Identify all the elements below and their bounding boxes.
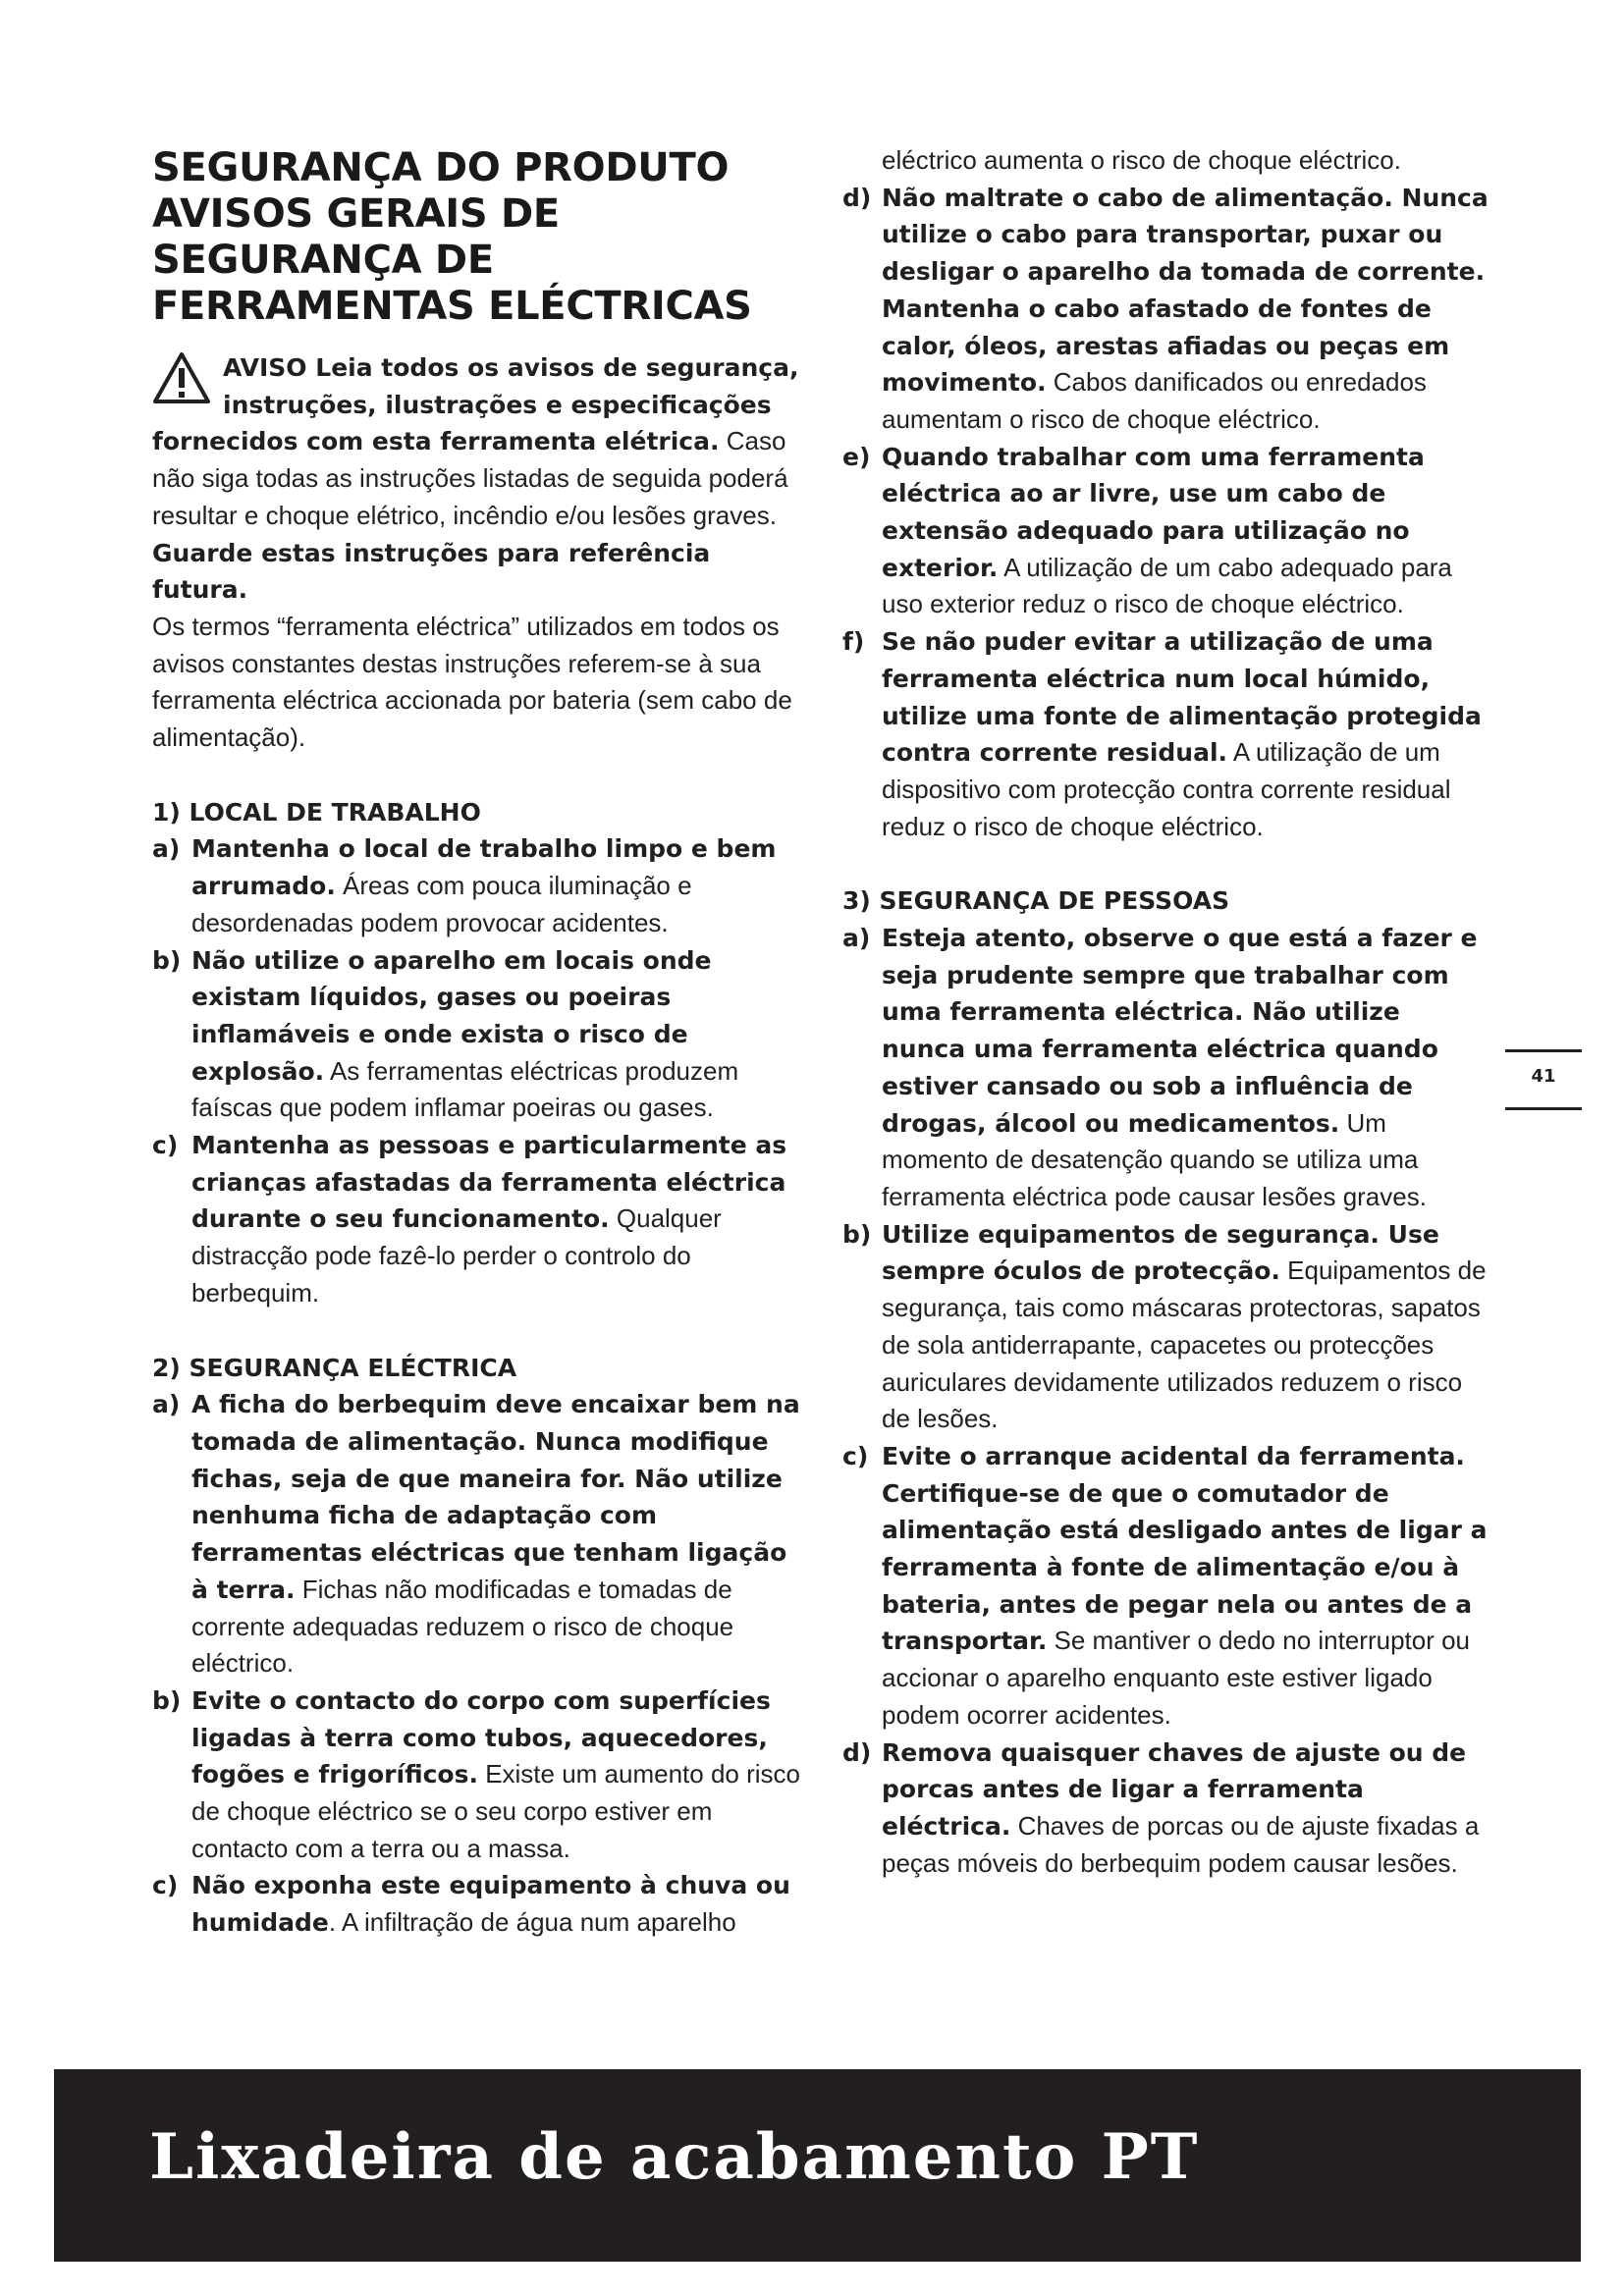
list-item: b) Não utilize o aparelho em locais onde existam líquidos, gases ou poeiras inflamáveis e onde exista o risco de explosão. As ferramentas eléctricas produzem faíscas que podem inflamar poeiras ou gases. [152, 945, 739, 1123]
section-heading-work-area: 1) LOCAL DE TRABALHO [152, 797, 481, 827]
list-item: c) Mantenha as pessoas e particularmente as crianças afastadas da ferramenta eléctrica durante o seu funcionamento. Qualquer distracção pode fazê-lo perder o controlo do berbequim. [152, 1131, 787, 1308]
warning-triangle-icon [152, 351, 211, 404]
list-item: a) Mantenha o local de trabalho limpo e bem arrumado. Áreas com pouca iluminação e desordenadas podem provocar acidentes. [152, 834, 777, 937]
list-item: b) Utilize equipamentos de segurança. Use sempre óculos de protecção. Equipamentos de segurança, tais como máscaras protectoras, sapatos de sola antiderrapante, capacetes ou protecções auriculares devidamente utilizados reduzem o risco de lesões. [842, 1219, 1487, 1434]
list-item: f) Se não puder evitar a utilização de uma ferramenta eléctrica num local húmido, utilize uma fonte de alimentação protegida contra corrente residual. A utilização de um dispositivo com protecção contra corrente residual reduz o risco de choque eléctrico. [842, 627, 1482, 841]
warning-text: AVISO Leia todos os avisos de segurança, instruções, ilustrações e especificações fornecidos com esta ferramenta elétrica. Caso não siga todas as instruções listadas de seguida poderá resultar e choque elétrico, incêndio e/ou lesões graves. [152, 353, 799, 530]
footer-band [54, 2069, 1581, 2262]
list-item: e) Quando trabalhar com uma ferramenta eléctrica ao ar livre, use um cabo de extensão adequado para utilização no exterior. A utilização de um cabo adequado para uso exterior reduz o risco de choque eléctrico. [842, 442, 1452, 619]
footer-title: Lixadeira de acabamento PT [149, 2120, 1200, 2194]
warning-block [152, 349, 800, 535]
left-column [152, 145, 800, 1942]
list-item: a) Esteja atento, observe o que está a fazer e seja prudente sempre que trabalhar com uma ferramenta eléctrica. Não utilize nunca uma ferramenta eléctrica quando estiver cansado ou sob a influência de drogas, álcool ou medicamentos. Um momento de desatenção quando se utiliza uma ferramenta eléctrica pode causar lesões graves. [842, 924, 1478, 1211]
list-item: d) Não maltrate o cabo de alimentação. Nunca utilize o cabo para transportar, puxar ou desligar o aparelho da tomada de corrente. Mantenha o cabo afastado de fontes de calor, óleos, arestas afiadas ou peças em movimento. Cabos danificados ou enredados aumentam o risco de choque eléctrico. [842, 183, 1489, 434]
page-number: 41 [1531, 1066, 1556, 1087]
list-item: b) Evite o contacto do corpo com superfícies ligadas à terra como tubos, aquecedores, fogões e frigoríficos. Existe um aumento do risco de choque eléctrico se o seu corpo estiver em contacto com a terra ou a massa. [152, 1685, 801, 1863]
terms-paragraph: Os termos “ferramenta eléctrica” utilizados em todos os avisos constantes destas instruções referem-se à sua ferramenta eléctrica accionada por bateria (sem cabo de alimentação). [152, 611, 792, 753]
right-column [842, 142, 1490, 1882]
list-item: c) Não exponha este equipamento à chuva ou humidade. A infiltração de água num aparelho [152, 1871, 790, 1938]
list-item: a) A ficha do berbequim deve encaixar bem na tomada de alimentação. Nunca modifique fichas, seja de que maneira for. Não utilize nenhuma ficha de adaptação com ferramentas eléctricas que tenham ligação à terra. Fichas não modificadas e tomadas de corrente adequadas reduzem o risco de choque eléctrico. [152, 1390, 800, 1679]
continued-text: eléctrico aumenta o risco de choque eléctrico. [882, 145, 1401, 175]
keep-instructions: Guarde estas instruções para referência futura. [152, 538, 711, 605]
page-title: SEGURANÇA DO PRODUTO AVISOS GERAIS DE SEGURANÇA DE FERRAMENTAS ELÉCTRICAS [152, 145, 752, 329]
section-heading-electrical-safety: 2) SEGURANÇA ELÉCTRICA [152, 1353, 517, 1382]
section-heading-personal-safety: 3) SEGURANÇA DE PESSOAS [842, 886, 1230, 916]
list-item: d) Remova quaisquer chaves de ajuste ou de porcas antes de ligar a ferramenta eléctrica. Chaves de porcas ou de ajuste fixadas a peças móveis do berbequim podem causar lesões. [842, 1737, 1480, 1878]
page-number-rule-top [1505, 1049, 1582, 1052]
page-number-rule-bottom [1505, 1107, 1582, 1110]
list-item: c) Evite o arranque acidental da ferramenta. Certifique-se de que o comutador de alimentação está desligado antes de ligar a ferramenta à fonte de alimentação e/ou à bateria, antes de pegar nela ou antes de a transportar. Se mantiver o dedo no interruptor ou accionar o aparelho enquanto este estiver ligado podem ocorrer acidentes. [842, 1441, 1488, 1730]
